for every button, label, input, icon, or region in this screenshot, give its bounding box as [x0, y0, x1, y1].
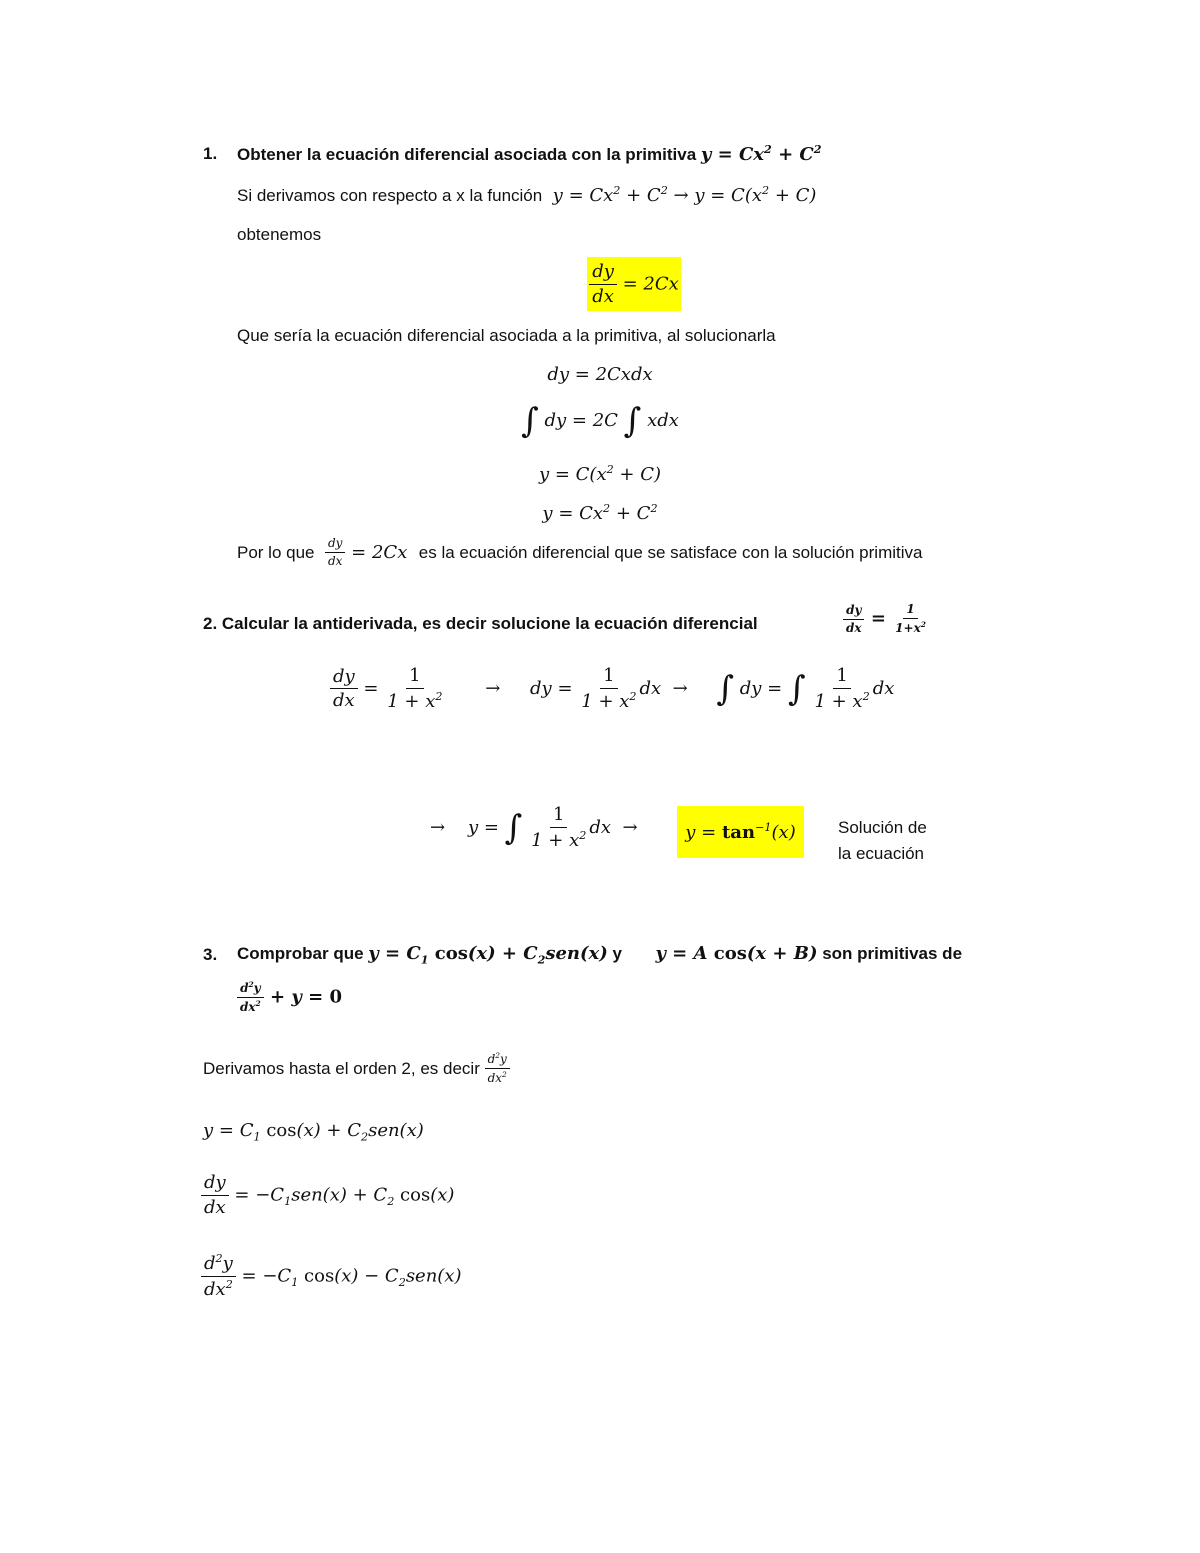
- solution-note-line-2: la ecuación: [838, 844, 925, 863]
- integral-sign-icon: ∫: [623, 401, 642, 441]
- problem-1-heading: [237, 143, 822, 165]
- conclusion-suffix: es la ecuación diferencial que se satisface con la solución primitiva: [418, 543, 923, 563]
- solution-note: [838, 815, 927, 867]
- highlighted-solution: [677, 806, 804, 858]
- problem-1-conclusion: [237, 537, 922, 568]
- problem-3-function: $y = C_1$ $\cos(x) + C_2sen(x)$: [203, 1120, 424, 1144]
- separated-equation: dy = 2Cxdx: [547, 364, 653, 385]
- problem-1-line-3: Que sería la ecuación diferencial asociada a la primitiva, al solucionarla: [237, 326, 776, 345]
- integral-sign-icon: ∫: [716, 668, 735, 709]
- problem-3-ode: $\frac{d^2y}{dx^2}$ + y = 0: [237, 981, 342, 1014]
- problem-2-derivation-1: $\frac{dy}{dx}$ = $\frac{1}{1 + x^2}$ → dy = $\frac{1}{1 + x^2}$ dx → ∫ dy = ∫ $\frac{1}{1 + x^2}$ dx: [330, 666, 894, 712]
- problem-3-function-2: y = A cos(x + B): [655, 943, 818, 964]
- conclusion-equation: $\frac{dy}{dx}$ = 2Cx: [319, 542, 419, 563]
- problem-1-title: Obtener la ecuación diferencial asociada con la primitiva: [237, 145, 697, 164]
- problem-3-title-and: y: [612, 944, 622, 963]
- problem-2-title: 2. Calcular la antiderivada, es decir solucione la ecuación diferencial: [203, 614, 758, 633]
- problem-3-function-1: $y = C_1$ $\cos(x) + C_2sen(x)$: [368, 943, 608, 967]
- highlighted-derivative: [587, 257, 681, 311]
- problem-1-number: 1.: [203, 144, 218, 163]
- second-derivative-notation: $\frac{d^2y}{dx^2}$: [485, 1058, 510, 1079]
- conclusion-prefix: Por lo que: [237, 543, 315, 563]
- solution-line-1: $y = C(x^2 + C)$: [538, 463, 662, 485]
- problem-3-title-prefix: Comprobar que: [237, 944, 364, 963]
- problem-2-derivation-2: → y = ∫ $\frac{1}{1 + x^2}$ dx →: [430, 804, 638, 851]
- problem-3-title-suffix: son primitivas de: [822, 944, 963, 963]
- solution-equation: $y = \tan^{-1}(x)$: [685, 821, 796, 843]
- problem-3-number: 3.: [203, 945, 218, 964]
- solution-note-line-1: Solución de: [838, 818, 927, 837]
- problem-1-line-2: obtenemos: [237, 225, 322, 244]
- problem-1-line-1-equation: $y = Cx^2 + C^2 \to y = C(x^2 + C)$: [546, 184, 817, 206]
- problem-2-equation: $\frac{dy}{dx}$ = $\frac{1}{1+x^2}$: [843, 603, 929, 635]
- problem-3-line-1: [203, 1052, 510, 1085]
- integral-sign-icon: ∫: [788, 668, 806, 709]
- derivative-equation: $\frac{dy}{dx}$ = 2Cx: [589, 262, 679, 307]
- problem-1-equation: $y = Cx^2 + C^2$: [700, 143, 822, 165]
- problem-3-first-derivative: $\frac{dy}{dx}$ = $-C_1sen(x) + C_2$ cos(x): [201, 1173, 454, 1218]
- problem-3-heading: [237, 943, 962, 967]
- integral-sign-icon: ∫: [521, 401, 539, 441]
- problem-1-line-1: [237, 184, 816, 206]
- problem-1-line-1-text: Si derivamos con respecto a x la función: [237, 186, 543, 205]
- solution-line-2: $y = Cx^2 + C^2$: [542, 502, 658, 524]
- problem-3-second-derivative: $\frac{d^2y}{dx^2}$ = $-C_1$ $\cos(x) - C_2sen(x)$: [201, 1253, 462, 1300]
- problem-3-line-1-text: Derivamos hasta el orden 2, es decir: [203, 1059, 480, 1079]
- integral-equation: ∫ dy = 2C ∫ xdx: [521, 401, 679, 441]
- integral-sign-icon: ∫: [504, 807, 523, 848]
